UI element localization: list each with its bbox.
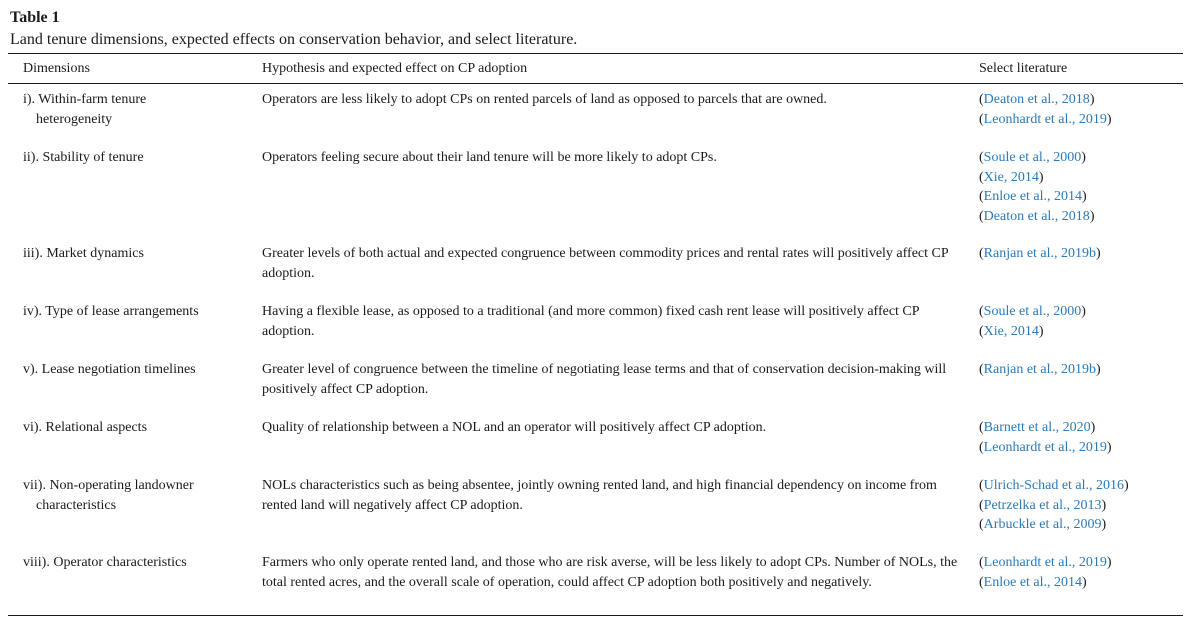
literature-cell bbox=[979, 360, 1184, 380]
literature-cell bbox=[979, 418, 1184, 457]
reference-link[interactable]: (Ranjan et al., 2019b) bbox=[979, 246, 1101, 261]
reference-link[interactable]: (Soule et al., 2000) bbox=[979, 150, 1086, 165]
table-caption: Land tenure dimensions, expected effects on conservation behavior, and select literature. bbox=[10, 31, 578, 48]
reference-link[interactable]: (Leonhardt et al., 2019) bbox=[979, 439, 1112, 455]
dimension-cell bbox=[23, 302, 248, 322]
hypothesis-cell: Quality of relationship between a NOL and an operator will positively affect CP adoption. bbox=[262, 420, 767, 435]
dimension-cell bbox=[23, 553, 248, 573]
dimension-cell bbox=[23, 476, 248, 515]
dimension-line: viii). Operator characteristics bbox=[23, 555, 187, 570]
reference-link[interactable]: (Barnett et al., 2020) bbox=[979, 420, 1096, 435]
top-rule bbox=[8, 53, 1183, 54]
dimension-cell bbox=[23, 244, 248, 264]
dimension-line-cont: characteristics bbox=[36, 497, 117, 513]
reference-link[interactable]: (Ulrich-Schad et al., 2016) bbox=[979, 478, 1129, 493]
dimension-line: vi). Relational aspects bbox=[23, 420, 148, 435]
reference-link[interactable]: (Petrzelka et al., 2013) bbox=[979, 497, 1107, 513]
reference-link[interactable]: (Arbuckle et al., 2009) bbox=[979, 517, 1107, 532]
reference-link[interactable]: (Deaton et al., 2018) bbox=[979, 208, 1095, 224]
header-literature: Select literature bbox=[979, 61, 1068, 76]
dimension-line: v). Lease negotiation timelines bbox=[23, 362, 196, 377]
dimension-cell bbox=[23, 90, 248, 129]
dimension-line: iv). Type of lease arrangements bbox=[23, 304, 199, 319]
reference-link[interactable]: (Enloe et al., 2014) bbox=[979, 574, 1087, 590]
reference-link[interactable]: (Enloe et al., 2014) bbox=[979, 189, 1087, 204]
dimension-cell bbox=[23, 360, 248, 380]
hypothesis-cell: Operators feeling secure about their land tenure will be more likely to adopt CPs. bbox=[262, 150, 717, 165]
dimension-cell bbox=[23, 148, 248, 168]
dimension-line: iii). Market dynamics bbox=[23, 246, 144, 261]
literature-cell bbox=[979, 244, 1184, 264]
reference-link[interactable]: (Ranjan et al., 2019b) bbox=[979, 362, 1101, 377]
hypothesis-cell: Greater level of congruence between the timeline of negotiating lease terms and that of conservation decision-making will positively affect CP adoption. bbox=[262, 362, 947, 397]
reference-link[interactable]: (Deaton et al., 2018) bbox=[979, 92, 1095, 107]
reference-link[interactable]: (Leonhardt et al., 2019) bbox=[979, 555, 1112, 570]
literature-cell bbox=[979, 553, 1184, 592]
table-label: Table 1 bbox=[10, 9, 60, 26]
literature-cell bbox=[979, 148, 1184, 226]
dimension-line: i). Within-farm tenure bbox=[23, 92, 147, 107]
hypothesis-cell: NOLs characteristics such as being absentee, jointly owning rented land, and high financial dependency on income from rented land will negatively affect CP adoption. bbox=[262, 478, 937, 513]
literature-cell bbox=[979, 90, 1184, 129]
dimension-cell bbox=[23, 418, 248, 438]
dimension-line: ii). Stability of tenure bbox=[23, 150, 144, 165]
hypothesis-cell: Having a flexible lease, as opposed to a traditional (and more common) fixed cash rent lease will positively affect CP adoption. bbox=[262, 304, 920, 339]
reference-link[interactable]: (Leonhardt et al., 2019) bbox=[979, 111, 1112, 127]
header-rule bbox=[8, 83, 1183, 84]
reference-link[interactable]: (Soule et al., 2000) bbox=[979, 304, 1086, 319]
reference-link[interactable]: (Xie, 2014) bbox=[979, 323, 1044, 339]
hypothesis-cell: Farmers who only operate rented land, and those who are risk averse, will be less likely to adopt CPs. Number of NOLs, the total rented acres, and the overall scale of operation, could affect CP adoption both positively and negatively. bbox=[262, 555, 958, 590]
header-hypothesis: Hypothesis and expected effect on CP adoption bbox=[262, 61, 528, 76]
hypothesis-cell: Greater levels of both actual and expected congruence between commodity prices and rental rates will positively affect CP adoption. bbox=[262, 246, 949, 281]
header-dimensions: Dimensions bbox=[23, 61, 90, 76]
bottom-rule bbox=[8, 615, 1183, 616]
literature-cell bbox=[979, 302, 1184, 341]
dimension-line: vii). Non-operating landowner bbox=[23, 478, 194, 493]
hypothesis-cell: Operators are less likely to adopt CPs on rented parcels of land as opposed to parcels that are owned. bbox=[262, 92, 827, 107]
dimension-line-cont: heterogeneity bbox=[36, 111, 113, 127]
literature-cell bbox=[979, 476, 1184, 535]
reference-link[interactable]: (Xie, 2014) bbox=[979, 169, 1044, 185]
